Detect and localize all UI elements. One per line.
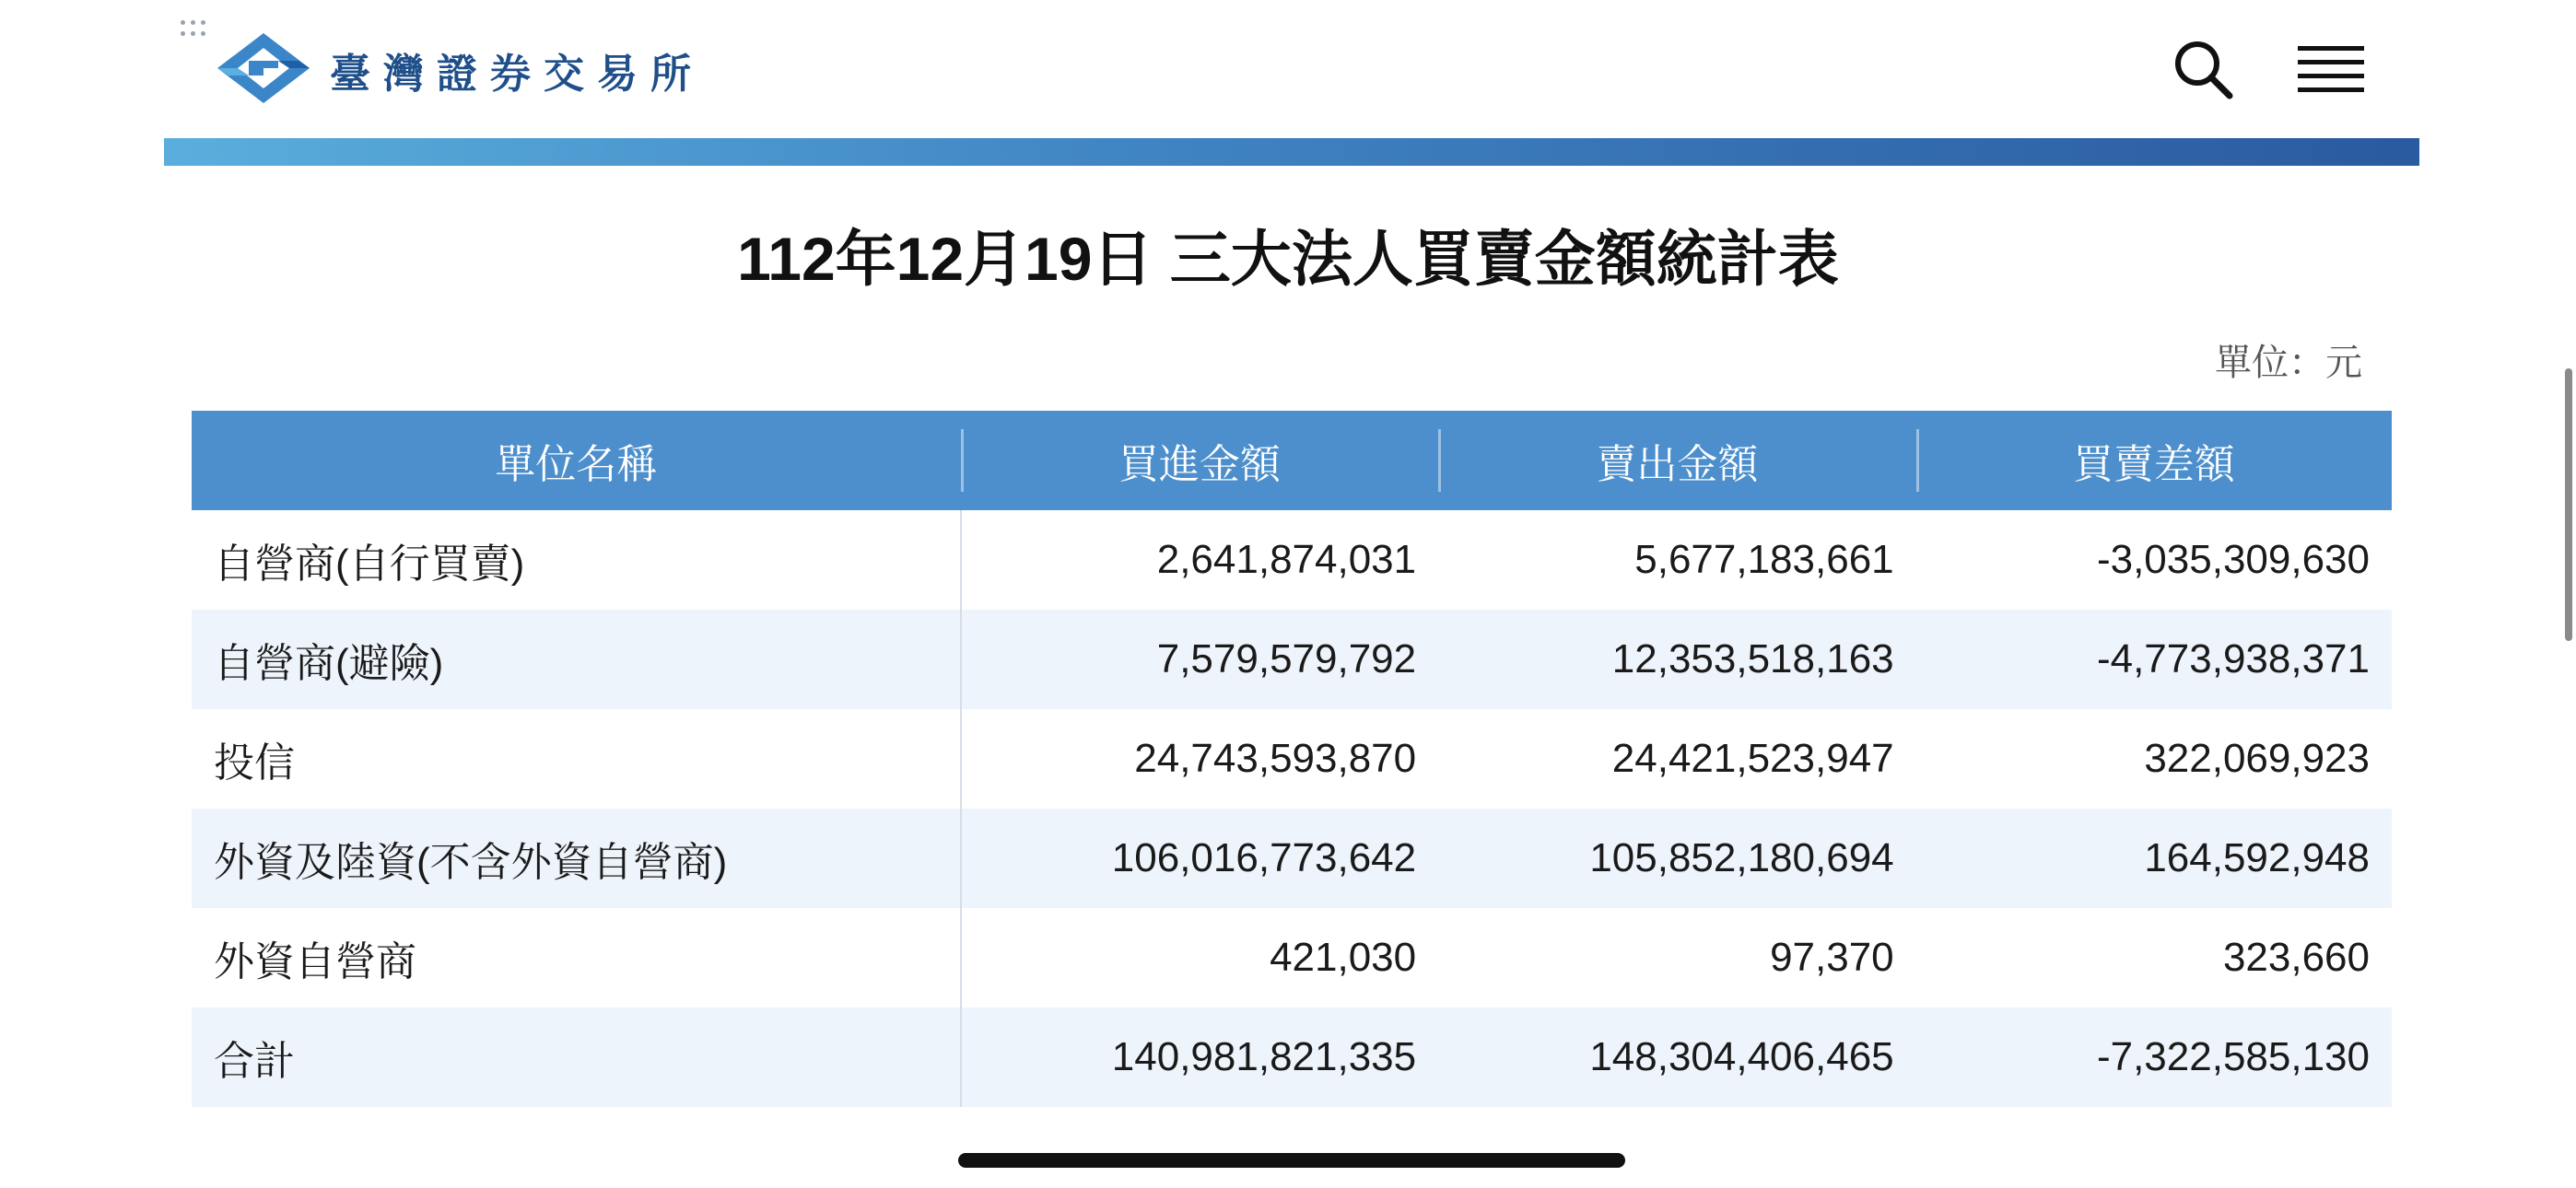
- row-diff: 322,069,923: [2144, 736, 2370, 781]
- column-header-diff: 買賣差額: [1916, 411, 2392, 510]
- scrollbar[interactable]: [2565, 368, 2572, 641]
- row-buy: 106,016,773,642: [961, 809, 1439, 908]
- row-sell: 24,421,523,947: [1611, 736, 1894, 781]
- institutional-trading-table: [192, 411, 2392, 1107]
- unit-label: 單位：元: [2215, 343, 2362, 383]
- row-buy: 140,981,821,335: [961, 1007, 1439, 1107]
- column-header-buy: 買進金額: [961, 411, 1439, 510]
- header-accent-bar: [164, 138, 2419, 166]
- row-buy: 2,641,874,031: [1156, 537, 1417, 582]
- table-header-row: [192, 411, 2392, 510]
- table-row: [192, 908, 2392, 1007]
- table-total-row: [192, 1007, 2392, 1107]
- row-sell: 12,353,518,163: [1438, 610, 1916, 709]
- row-name: 合計: [192, 1007, 961, 1107]
- home-indicator[interactable]: [958, 1153, 1625, 1168]
- row-sell: 148,304,406,465: [1438, 1007, 1916, 1107]
- menu-button[interactable]: [2296, 42, 2366, 94]
- table-row: [192, 809, 2392, 908]
- row-buy: 421,030: [1270, 935, 1417, 980]
- row-diff: -4,773,938,371: [1916, 610, 2392, 709]
- page-title: 112年12月19日 三大法人買賣金額統計表: [737, 225, 1839, 293]
- search-button[interactable]: [2172, 39, 2233, 99]
- table-row: [192, 709, 2392, 809]
- hamburger-menu-icon: [2296, 42, 2366, 94]
- row-diff: -7,322,585,130: [1916, 1007, 2392, 1107]
- row-name: 投信: [192, 709, 961, 809]
- row-buy: 24,743,593,870: [1134, 736, 1417, 781]
- row-sell: 97,370: [1770, 935, 1894, 980]
- table-row: [192, 510, 2392, 610]
- row-name: 自營商(自行買賣): [192, 510, 961, 610]
- table-row: [192, 610, 2392, 709]
- row-name: 自營商(避險): [192, 610, 961, 709]
- site-logo-text[interactable]: 臺灣證券交易所: [330, 52, 704, 97]
- twse-logo-icon[interactable]: [217, 33, 310, 103]
- search-icon: [2172, 39, 2233, 99]
- drag-handle-icon[interactable]: [181, 20, 217, 48]
- row-sell: 5,677,183,661: [1634, 537, 1894, 582]
- row-sell: 105,852,180,694: [1438, 809, 1916, 908]
- row-name: 外資自營商: [192, 908, 961, 1007]
- row-diff: -3,035,309,630: [2096, 537, 2370, 582]
- row-buy: 7,579,579,792: [961, 610, 1439, 709]
- row-diff: 164,592,948: [1916, 809, 2392, 908]
- column-header-sell: 賣出金額: [1438, 411, 1916, 510]
- row-name: 外資及陸資(不含外資自營商): [192, 809, 961, 908]
- row-diff: 323,660: [2222, 935, 2370, 980]
- site-header: [164, 0, 2418, 138]
- column-header-name: 單位名稱: [192, 411, 961, 510]
